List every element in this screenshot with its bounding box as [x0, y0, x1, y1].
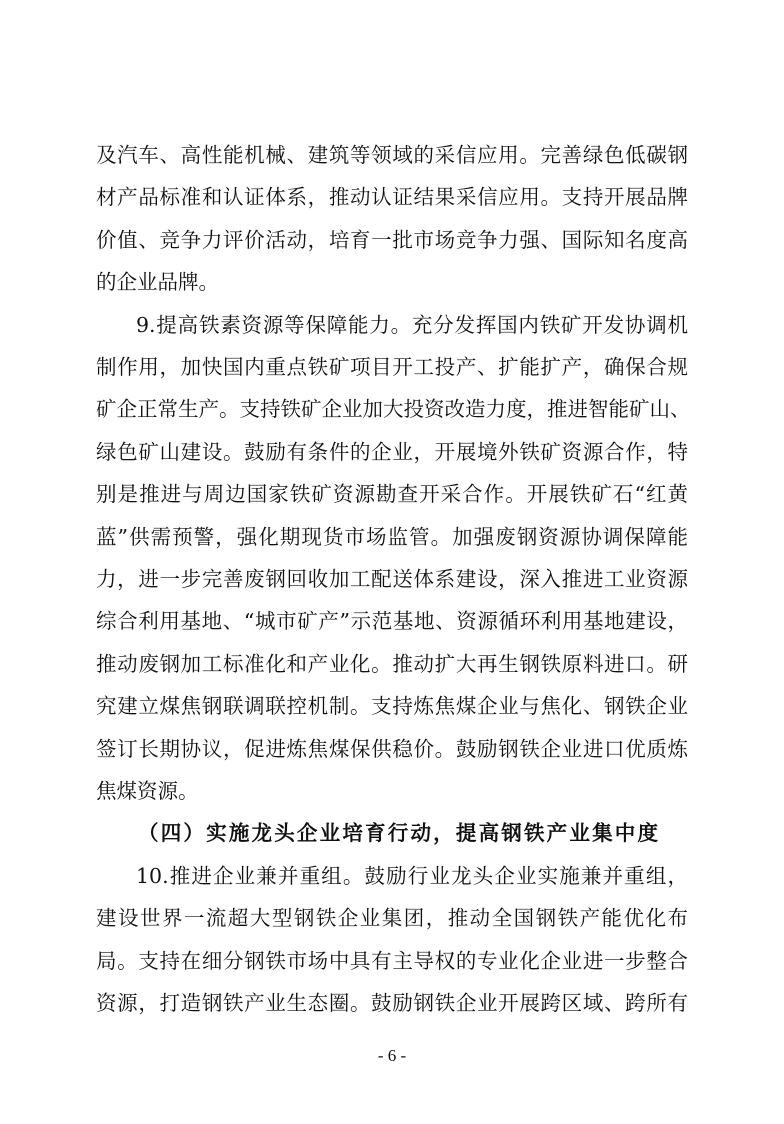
paragraph-line: 综合利用基地、“城市矿产”示范基地、资源循环利用基地建设，	[96, 609, 688, 633]
paragraph-line: 焦煤资源。	[96, 779, 199, 803]
paragraph-line: 签订长期协议，促进炼焦煤保供稳价。鼓励钢铁企业进口优质炼	[96, 737, 688, 761]
paragraph-line: 绿色矿山建设。鼓励有条件的企业，开展境外铁矿资源合作，特	[96, 440, 688, 464]
paragraph-line: 材产品标准和认证体系，推动认证结果采信应用。支持开展品牌	[96, 185, 688, 209]
paragraph-line: 9.提高铁素资源等保障能力。充分发挥国内铁矿开发协调机	[136, 313, 688, 337]
paragraph-line: 的企业品牌。	[96, 270, 219, 294]
paragraph-line: 别是推进与周边国家铁矿资源勘查开采合作。开展铁矿石“红黄	[96, 482, 688, 506]
paragraph-line: 及汽车、高性能机械、建筑等领域的采信应用。完善绿色低碳钢	[96, 143, 688, 167]
paragraph-line: 10.推进企业兼并重组。鼓励行业龙头企业实施兼并重组，	[136, 864, 688, 888]
page-number: - 6 -	[377, 1046, 407, 1065]
paragraph-line: 资源，打造钢铁产业生态圈。鼓励钢铁企业开展跨区域、跨所有	[96, 991, 688, 1015]
paragraph-line: 矿企正常生产。支持铁矿企业加大投资改造力度，推进智能矿山、	[96, 397, 691, 421]
paragraph-line: 力，进一步完善废钢回收加工配送体系建设，深入推进工业资源	[96, 567, 688, 591]
paragraph-line: 局。支持在细分钢铁市场中具有主导权的专业化企业进一步整合	[96, 949, 688, 973]
paragraph-line: 究建立煤焦钢联调联控机制。支持炼焦煤企业与焦化、钢铁企业	[96, 694, 688, 718]
paragraph-line: 制作用，加快国内重点铁矿项目开工投产、扩能扩产，确保合规	[96, 355, 688, 379]
paragraph-line: 蓝”供需预警，强化期现货市场监管。加强废钢资源协调保障能	[96, 525, 688, 549]
paragraph-line: 建设世界一流超大型钢铁企业集团，推动全国钢铁产能优化布	[96, 906, 688, 930]
section-heading: （四）实施龙头企业培育行动，提高钢铁产业集中度	[138, 821, 658, 845]
paragraph-line: 价值、竞争力评价活动，培育一批市场竞争力强、国际知名度高	[96, 228, 688, 252]
paragraph-line: 推动废钢加工标准化和产业化。推动扩大再生钢铁原料进口。研	[96, 652, 688, 676]
